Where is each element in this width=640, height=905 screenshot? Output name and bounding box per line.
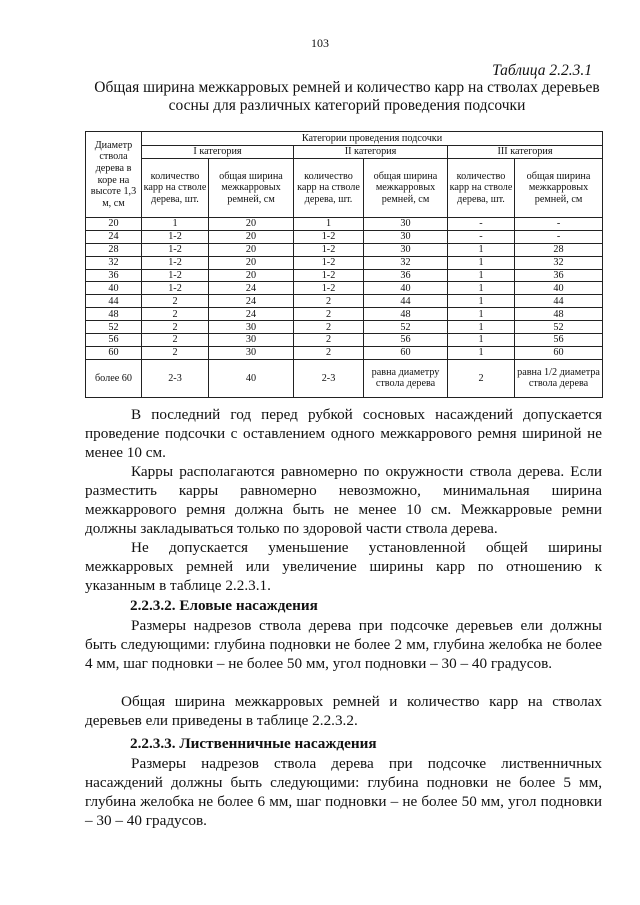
pine-tapping-table — [85, 131, 603, 398]
table-cell: 1-2 — [294, 256, 364, 269]
table-row — [86, 346, 603, 359]
table-cell: 30 — [364, 218, 448, 231]
table-caption: Таблица 2.2.3.1 — [492, 62, 592, 79]
table-cell: 24 — [209, 308, 294, 321]
table-cell: 20 — [209, 243, 294, 256]
paragraph-no-reduction: Не допускается уменьшение установленной общей ширины межкарровых ремней или увеличение ширины карр по отношению к указанным в таблице 2.2.3.1. — [85, 539, 602, 594]
table-cell: 1 — [448, 243, 515, 256]
table-cell: 32 — [364, 256, 448, 269]
width-header-cat1: общая ширина межкарровых ремней, см — [209, 159, 294, 218]
table-cell: 52 — [86, 321, 142, 334]
table-cell: 52 — [364, 321, 448, 334]
table-cell: 2 — [448, 359, 515, 397]
table-cell: 30 — [364, 230, 448, 243]
table-cell: 1-2 — [294, 243, 364, 256]
table-cell: - — [515, 230, 603, 243]
table-cell: 48 — [364, 308, 448, 321]
table-cell: 36 — [86, 269, 142, 282]
table-cell: 2 — [142, 321, 209, 334]
table-cell: - — [515, 218, 603, 231]
table-cell: 36 — [364, 269, 448, 282]
table-row — [86, 243, 603, 256]
table-cell: 24 — [209, 282, 294, 295]
count-header-cat1: количество карр на стволе дерева, шт. — [142, 159, 209, 218]
table-row — [86, 295, 603, 308]
table-cell: 1 — [294, 218, 364, 231]
table-cell: 48 — [86, 308, 142, 321]
table-cell: 1 — [448, 295, 515, 308]
table-cell: 30 — [209, 334, 294, 347]
table-cell: - — [448, 218, 515, 231]
table-cell: 2-3 — [142, 359, 209, 397]
table-cell: 1 — [448, 282, 515, 295]
table-cell: 2 — [142, 295, 209, 308]
table-cell: 1-2 — [142, 269, 209, 282]
table-cell: 40 — [209, 359, 294, 397]
table-cell: 32 — [86, 256, 142, 269]
table-row — [86, 321, 603, 334]
table-cell: - — [448, 230, 515, 243]
table-cell: равна диаметру ствола дерева — [364, 359, 448, 397]
count-header-cat3: количество карр на стволе дерева, шт. — [448, 159, 515, 218]
category-2-header: II категория — [294, 146, 448, 159]
count-header-cat2: количество карр на стволе дерева, шт. — [294, 159, 364, 218]
table-cell: 30 — [364, 243, 448, 256]
table-cell: 1-2 — [142, 230, 209, 243]
category-3-header: III категория — [448, 146, 603, 159]
table-cell: 24 — [86, 230, 142, 243]
table-row — [86, 269, 603, 282]
table-cell: 2 — [294, 334, 364, 347]
page-number: 103 — [311, 36, 329, 50]
table-cell: 1-2 — [294, 230, 364, 243]
table-row — [86, 359, 603, 397]
paragraph-larch-cuts: Размеры надрезов ствола дерева при подсочке лиственничных насаждений должны быть следующими: глубина подновки не более 5 мм, глубина желобка не более 6 мм, шаг подновки – не более 50 мм, угол подновки – 30 – 40 градусов. — [85, 755, 602, 829]
paragraph-carr-placement: Карры располагаются равномерно по окружности ствола дерева. Если разместить карры равномерно невозможно, минимальная ширина межкаррового ремня должна быть не менее 10 см. Межкарровые ремни должны закладываться только по здоровой части ствола дерева. — [85, 463, 602, 537]
table-cell: 1-2 — [294, 282, 364, 295]
table-row — [86, 256, 603, 269]
table-cell: более 60 — [86, 359, 142, 397]
paragraph-final-year: В последний год перед рубкой сосновых насаждений допускается проведение подсочки с оставлением одного межкаррового ремня шириной не менее 10 см. — [85, 406, 602, 461]
heading-spruce: 2.2.3.2. Еловые насаждения — [130, 597, 318, 614]
table-cell: 36 — [515, 269, 603, 282]
table-cell: 2-3 — [294, 359, 364, 397]
table-cell: 40 — [364, 282, 448, 295]
width-header-cat3: общая ширина межкарровых ремней, см — [515, 159, 603, 218]
table-row — [86, 282, 603, 295]
table-row — [86, 218, 603, 231]
table-cell: 2 — [142, 346, 209, 359]
table-row — [86, 230, 603, 243]
table-cell: 1 — [448, 269, 515, 282]
table-cell: 1-2 — [294, 269, 364, 282]
paragraph-spruce-cuts: Размеры надрезов ствола дерева при подсочке деревьев ели должны быть следующими: глубина подновки не более 2 мм, глубина желобка не более 4 мм, шаг подновки – не более 50 мм, угол подновки – 30 – 40 градусов. — [85, 617, 602, 672]
table-cell: 60 — [86, 346, 142, 359]
table-cell: 1 — [448, 308, 515, 321]
table-cell: 24 — [209, 295, 294, 308]
table-cell: 1 — [448, 256, 515, 269]
table-cell: 52 — [515, 321, 603, 334]
diameter-header: Диаметр ствола дерева в коре на высоте 1,3 м, см — [86, 132, 142, 218]
table-cell: 32 — [515, 256, 603, 269]
table-cell: 28 — [86, 243, 142, 256]
table-cell: 1-2 — [142, 243, 209, 256]
table-cell: 44 — [86, 295, 142, 308]
table-cell: 30 — [209, 321, 294, 334]
table-row — [86, 308, 603, 321]
categories-header: Категории проведения подсочки — [142, 132, 603, 146]
table-cell: 1 — [448, 321, 515, 334]
table-cell: 1 — [448, 334, 515, 347]
table-cell: 60 — [515, 346, 603, 359]
table-cell: 2 — [294, 346, 364, 359]
table-title: Общая ширина межкарровых ремней и количество карр на стволах деревьев сосны для различных категорий проведения подсочки — [94, 79, 600, 114]
table-cell: 56 — [364, 334, 448, 347]
table-cell: 44 — [364, 295, 448, 308]
table-cell: 20 — [209, 269, 294, 282]
table-cell: 56 — [86, 334, 142, 347]
table-cell: 40 — [515, 282, 603, 295]
table-cell: 1 — [142, 218, 209, 231]
paragraph-spruce-table-ref: Общая ширина межкарровых ремней и количество карр на стволах деревьев ели приведены в таблице 2.2.3.2. — [85, 693, 602, 729]
table-cell: 1-2 — [142, 256, 209, 269]
table-cell: 20 — [209, 256, 294, 269]
table-cell: 2 — [142, 334, 209, 347]
table-row — [86, 334, 603, 347]
heading-larch: 2.2.3.3. Лиственничные насаждения — [130, 735, 377, 752]
table-cell: 2 — [294, 321, 364, 334]
table-cell: 2 — [142, 308, 209, 321]
table-cell: 20 — [209, 218, 294, 231]
table-cell: равна 1/2 диаметра ствола дерева — [515, 359, 603, 397]
table-cell: 48 — [515, 308, 603, 321]
table-cell: 2 — [294, 308, 364, 321]
table-cell: 2 — [294, 295, 364, 308]
table-cell: 20 — [209, 230, 294, 243]
width-header-cat2: общая ширина межкарровых ремней, см — [364, 159, 448, 218]
table-cell: 28 — [515, 243, 603, 256]
table-cell: 1-2 — [142, 282, 209, 295]
table-cell: 56 — [515, 334, 603, 347]
table-cell: 20 — [86, 218, 142, 231]
table-cell: 60 — [364, 346, 448, 359]
category-1-header: I категория — [142, 146, 294, 159]
table-cell: 44 — [515, 295, 603, 308]
table-cell: 30 — [209, 346, 294, 359]
table-cell: 1 — [448, 346, 515, 359]
table-cell: 40 — [86, 282, 142, 295]
